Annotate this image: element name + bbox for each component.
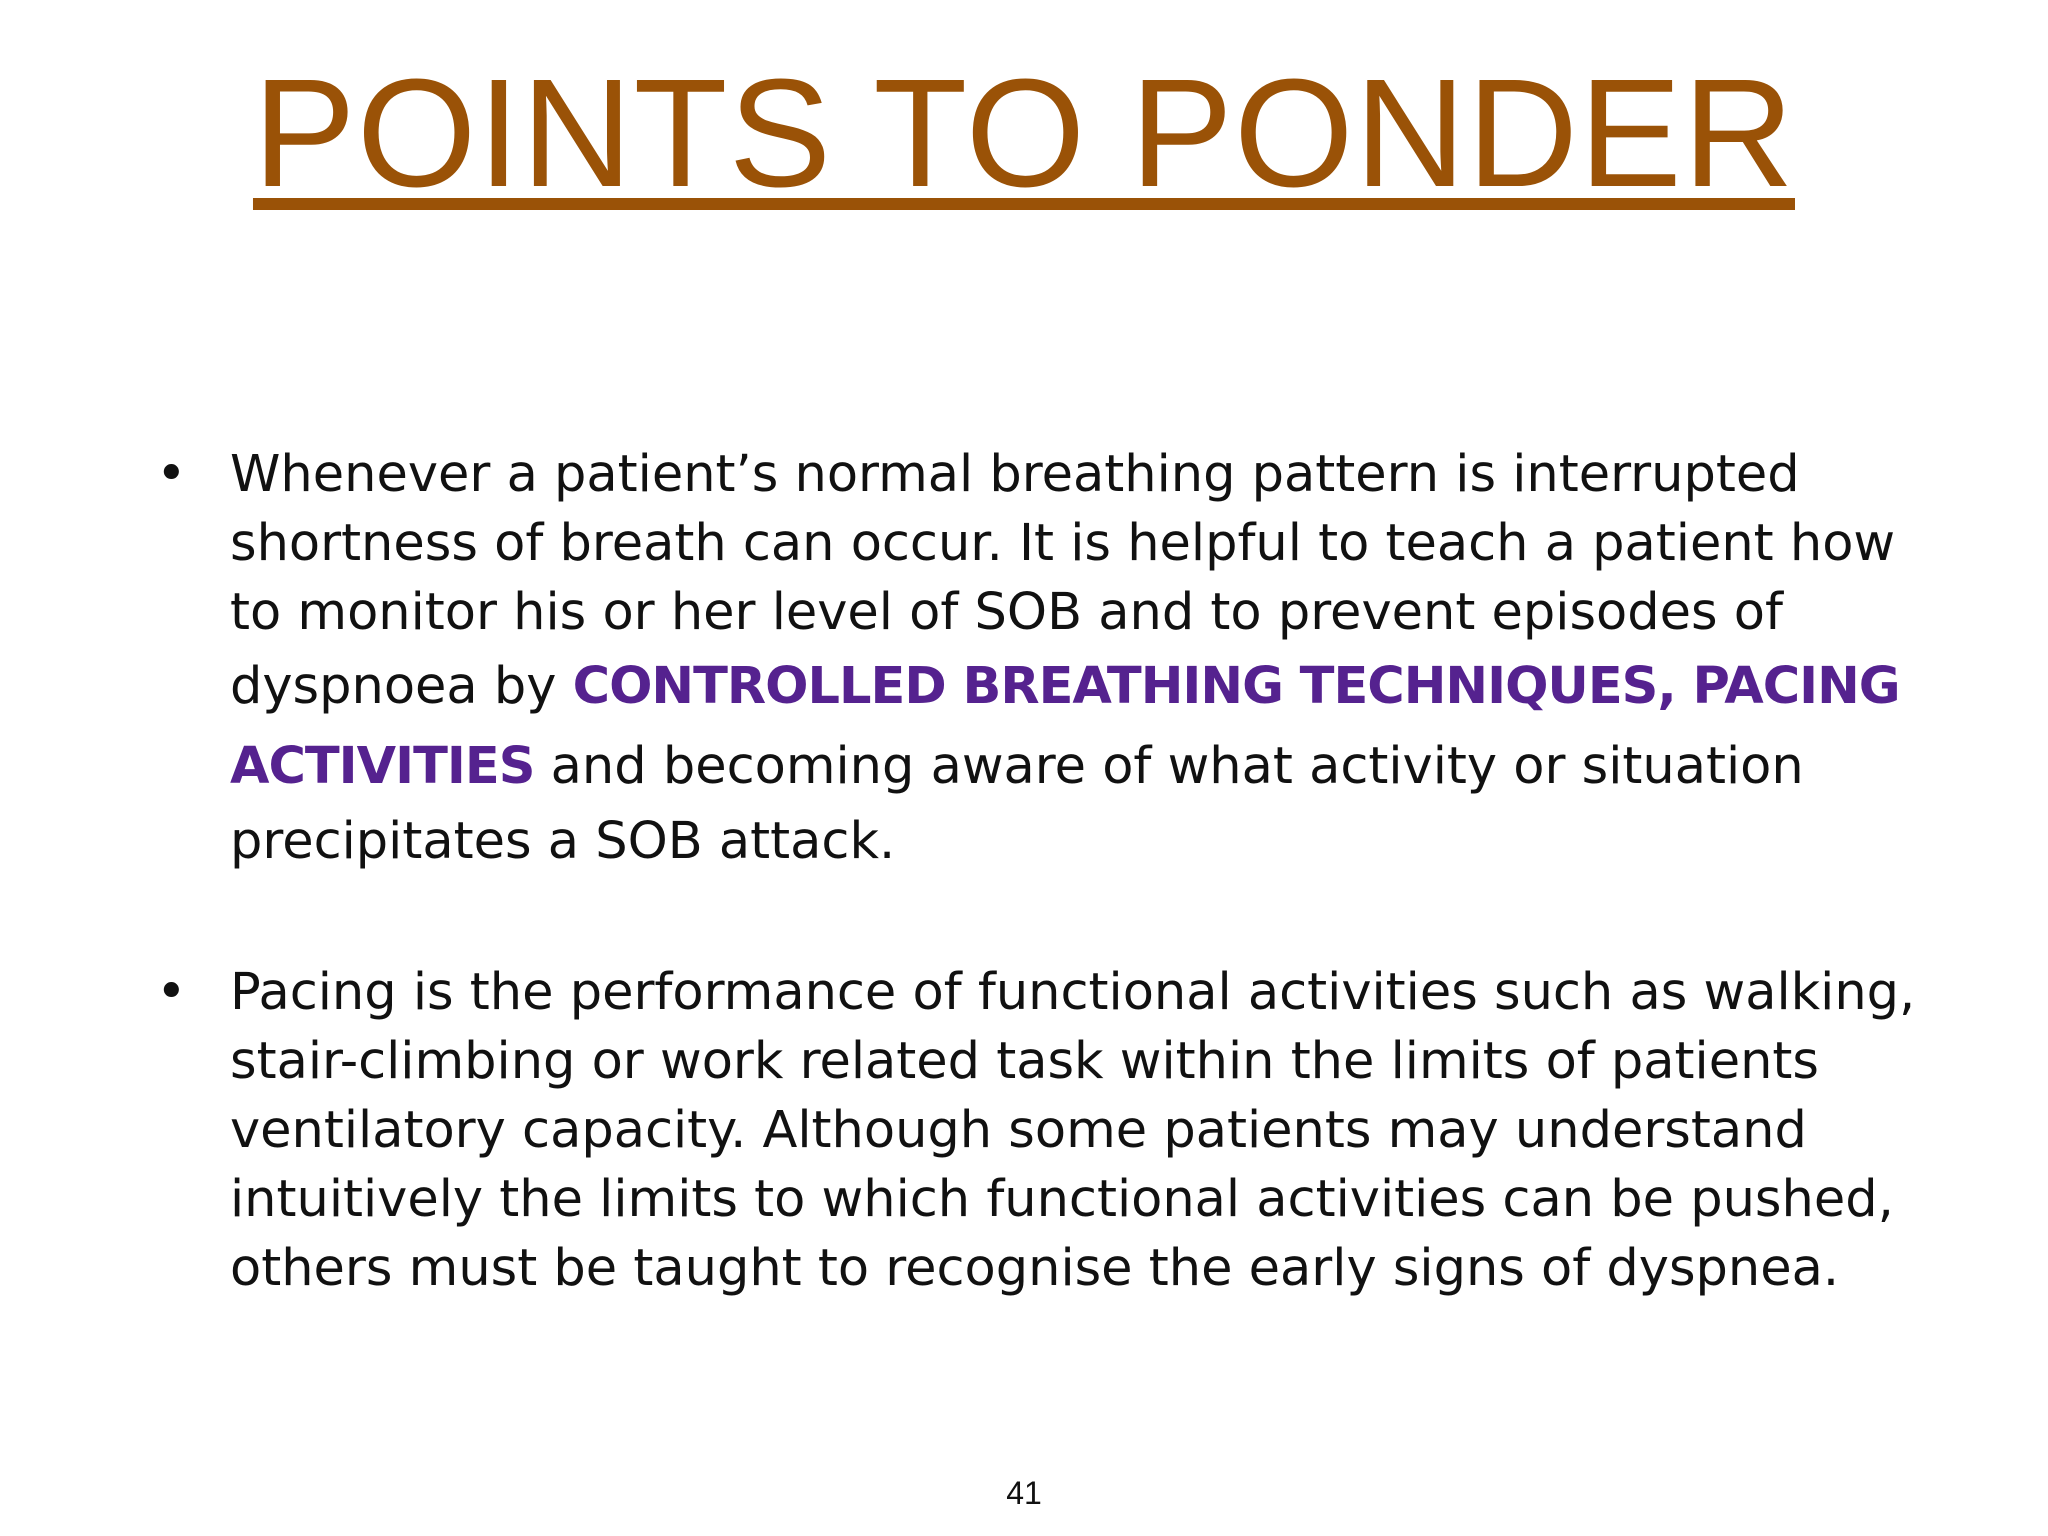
bullet-dot-icon: • xyxy=(156,962,187,1022)
bullet-2-line-5: others must be taught to recognise the early signs of dyspnea. xyxy=(230,1239,1840,1298)
bullet-1-line-2: shortness of breath can occur. It is helpful to teach a patient how xyxy=(230,514,1896,573)
bullet-1-line-4-text: dyspnoea by xyxy=(230,657,573,716)
bullet-2-line-4: intuitively the limits to which functional activities can be pushed, xyxy=(230,1170,1894,1229)
bullet-2-line-1: Pacing is the performance of functional activities such as walking, xyxy=(230,963,1916,1022)
bullet-1-line-3: to monitor his or her level of SOB and to prevent episodes of xyxy=(230,583,1783,642)
bullet-2-line-3: ventilatory capacity. Although some patients may understand xyxy=(230,1101,1807,1160)
slide-title: POINTS TO PONDER xyxy=(252,47,1795,219)
bullet-1-line-5 xyxy=(230,727,1896,807)
bullet-1-line-4 xyxy=(230,647,1900,727)
emphasis-activities: ACTIVITIES xyxy=(230,737,535,796)
bullet-2-line-2: stair-climbing or work related task within the limits of patients xyxy=(230,1032,1819,1091)
bullet-1-line-1: Whenever a patient’s normal breathing pattern is interrupted xyxy=(230,445,1800,504)
bullet-text-2 xyxy=(230,958,1916,1303)
page-number: 41 xyxy=(1006,1475,1042,1511)
bullet-dot-icon: • xyxy=(156,444,187,504)
bullet-1-line-5-text: and becoming aware of what activity or situation xyxy=(534,737,1804,796)
bullet-1-line-6: precipitates a SOB attack. xyxy=(230,812,896,871)
bullet-text-1 xyxy=(230,440,1900,876)
emphasis-controlled-breathing: CONTROLLED BREATHING TECHNIQUES, PACING xyxy=(572,657,1900,716)
